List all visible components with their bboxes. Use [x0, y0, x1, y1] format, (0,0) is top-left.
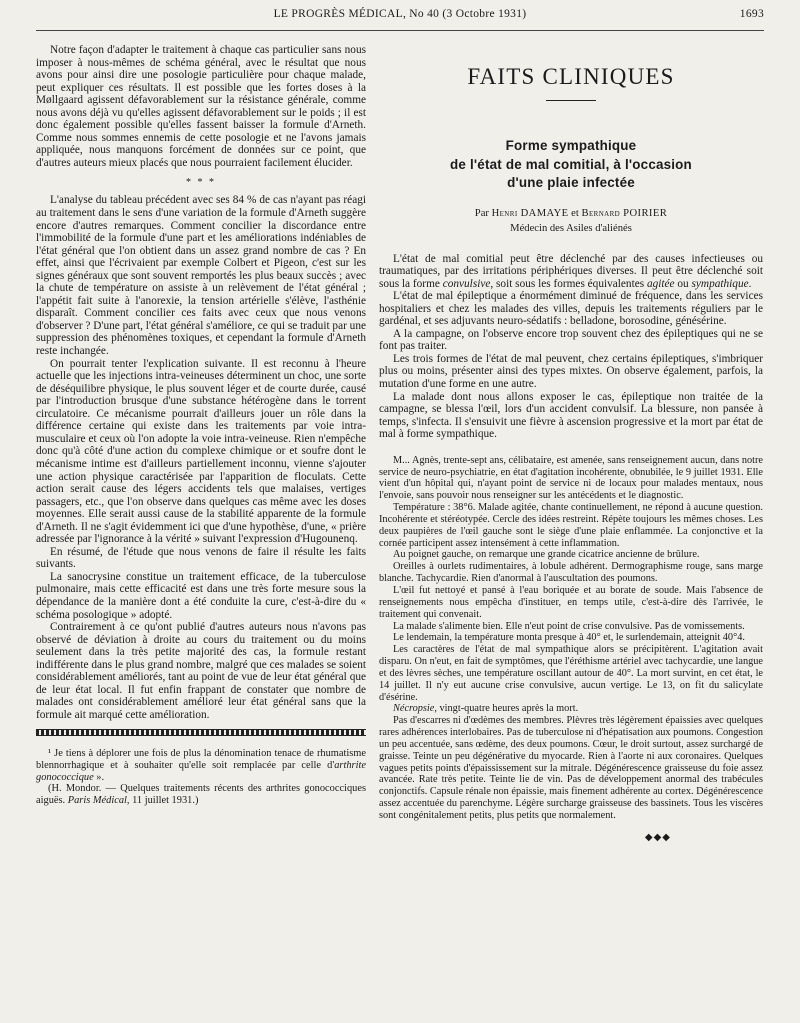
- section-title: FAITS CLINIQUES: [467, 64, 675, 89]
- case-paragraph-7: Le lendemain, la température monta presque à 40° et, le surlendemain, atteignit 40°4.: [393, 632, 745, 644]
- case-paragraph-4: Oreilles à ourlets rudimentaires, à lobule adhérent. Dermographisme rouge, sans marge blanche. Tachycardie. Rien d'anormal à l'auscultation des poumons.: [379, 561, 763, 585]
- case-paragraph-6: La malade s'alimente bien. Elle n'eut point de crise convulsive. Pas de vomissements.: [393, 620, 745, 632]
- case-paragraph-8: Les caractères de l'état de mal sympathique alors se précipitèrent. L'agitation avait disparu. On n'eut, en fait de symptômes, que l'éréthisme artériel avec tachycardie, une langue et des lèvres sèches, une température oscillant autour de 40°. La mort survint, en cet état, le 14 juillet. Il n'y eut aucune crise convulsive, aucun vertige. Le 13, on fit du salicylate d'ésérine.: [379, 644, 763, 703]
- intro-paragraph-4: Les trois formes de l'état de mal peuvent, chez certains épileptiques, s'imbriquer plus ou moins, présenter ainsi des types mixtes. On observe également, parfois, la mutation d'une forme en une autre.: [379, 352, 763, 390]
- left-paragraph-6: Contrairement à ce qu'ont publié d'autres auteurs nous n'avons pas observé de déviation à droite au cours du traitement ou du moins seulement dans la très petite majorité des cas, la formule restant indifférente dans le plus grand nombre, malgré que ces malades se soient considérablement améliorés, tant au point de vue de leur état général que de leur état local. Il fut enfin frappant de constater que nombre de malades ont considérablement amélioré leur état général sans que la formule ait marqué cette amélioration.: [36, 621, 366, 721]
- author-name: Bernard POIRIER: [581, 207, 668, 219]
- intro-paragraph-3: A la campagne, on l'observe encore trop souvent chez des épileptiques qui ne se font pas traiter.: [379, 327, 763, 353]
- case-paragraph-9: Nécropsie, vingt-quatre heures après la mort.: [393, 703, 579, 715]
- journal-running-title: LE PROGRÈS MÉDICAL, No 40 (3 Octobre 1931): [273, 8, 527, 20]
- author-affiliation: Médecin des Asiles d'aliénés: [510, 222, 632, 234]
- footnote-1: ¹ Je tiens à déplorer une fois de plus la dénomination tenace de rhumatisme blennorrhagique et à souhaiter qu'elle soit remplacée par celle d'arthrite gonococcique ».: [36, 748, 366, 783]
- case-paragraph-5: L'œil fut nettoyé et pansé à l'eau boriquée et au borate de soude. Mais l'absence de renseignements nous empêcha d'instituer, en temps utile, c'est-à-dire dès l'arrivée, le traitement qui convenait.: [379, 584, 763, 620]
- left-paragraph-3: On pourrait tenter l'explication suivante. Il est reconnu à l'heure actuelle que les injections intra-veineuses déterminent un choc, une sorte de déséquilibre physique, le plus souvent léger et de courte durée, causé par l'introduction brusque d'une substance hétérogène dans le torrent circulatoire. Ce mécanisme pourrait d'ailleurs jouer un rôle dans la différence certaine qui existe dans les traitements par voie intra-musculaire et ceux où l'on adopte la voie intra-veineuse. Rien n'empêche donc qu'à côté d'une action du complexe chimique or et soufre dont le mécanisme intime est d'ailleurs partiellement inconnu, vienne s'ajouter une action physique caractérisée par l'apparition de floculats. Cette action serait cause des légers accidents tels que malaises, vertiges passagers, etc., que l'on observe dans quelques cas même avec les doses moyennes. Elle serait aussi cause de la stabilité apparente de la formule d'Arneth. Il ne s'agit évidemment ici que d'une hypothèse, d'une, « prière adressée par l'ignorance à la vérité » suivant l'expression d'Hugounenq.: [36, 357, 366, 546]
- case-paragraph-10: Pas d'escarres ni d'œdèmes des membres. Plèvres très légèrement épaissies avec quelques rares adhérences interlobaires. Pas de tuberculose ni d'hépatisation aux poumons. Congestion un peu accentuée, sans œdème, des deux poumons. Cœur, le droit surtout, assez surchargé de graisse. Teinte un peu dégénérative du myocarde. Rien à l'aorte ni aux coronaires. Quelques vagues petits points d'épaississement sur la mitrale. Dégénérescence graisseuse du foie assez avancée. Rate très petite. Teinte lie de vin. Pas de développement anormal des trabécules conjonctifs. Capsule rénale non épaissie, mais finement adhérente au cortex. Dégénérescence assez accentuée du parenchyme. Légère surcharge graisseuse des bassinets. Tous les viscères sont congénitalement petits, plus petits que normalement.: [379, 715, 763, 822]
- left-column: [36, 44, 366, 806]
- left-paragraph-4: En résumé, de l'étude que nous venons de faire il résulte les faits suivants.: [36, 545, 366, 571]
- section-title-rule: [546, 100, 596, 101]
- left-paragraph-2: L'analyse du tableau précédent avec ses 84 % de cas n'ayant pas réagi au traitement dans le sens d'une variation de la formule d'Arneth suggère encore d'autres remarques. Comment concilier la discordance entre l'immobilité de la formule d'une part et les améliorations indéniables de l'état général que l'on obtient dans un assez grand nombre de cas ? En effet, ainsi que l'écrivaient par exemple Colbert et Pigeon, c'est sur les signes généraux que sont souvent remportés les plus beaux succès ; avec la chute de température on assiste à un relèvement de l'état général ; l'appétit fait suite à l'anorexie, la tension artérielle s'élève, l'asthénie disparaît. Comment concilier ces faits avec ceux que nous venons d'observer ? D'une part, l'état général s'améliore, ce qui se traduit par une suppression des phénomènes toxiques, et cependant la formule d'Arneth reste inchangée.: [36, 194, 366, 358]
- case-paragraph-2: Température : 38°6. Malade agitée, chante continuellement, ne répond à aucune question. Incohérente et stéréotypée. Cercle des idées restreint. Répète toujours les mêmes choses. Les deux paupières de l'œil gauche sont le siège d'une plaie enflammée. La conjonctive et la cornée participent assez intensément à cette inflammation.: [379, 502, 763, 549]
- article-title: Forme sympathique de l'état de mal comitial, à l'occasion d'une plaie infectée: [450, 138, 692, 190]
- case-paragraph-1: M... Agnès, trente-sept ans, célibataire, est amenée, sans renseignement aucun, dans notre service de neuro-psychiatrie, en état d'agitation incohérente, obnubilée, le 9 juillet 1931. Elle vient d'un hôpital qui, n'ayant point de service ni de locaux pour malades mentaux, nous l'envoie, sans pouvoir nous renseigner sur les antécédents et le diagnostic.: [379, 454, 763, 502]
- case-paragraph-3: Au poignet gauche, on remarque une grande cicatrice ancienne de brûlure.: [393, 549, 700, 561]
- footnote-citation: (H. Mondor. — Quelques traitements récents des arthrites gonococciques aiguës. Paris Médical, 11 juillet 1931.): [36, 783, 366, 806]
- intro-paragraph-5: La malade dont nous allons exposer le cas, épileptique non traitée de la campagne, se blessa l'œil, lors d'un accident convulsif. La blessure, non pansée à temps, s'infecta. Il s'ensuivit une fièvre à ascension progressive et la mort par état de mal à forme sympathique.: [379, 390, 763, 441]
- page-number: 1693: [739, 8, 764, 20]
- author-name: Henri DAMAYE: [491, 207, 569, 219]
- end-ornament: ◆◆◆: [644, 831, 671, 843]
- intro-paragraph-2: L'état de mal épileptique a énormément diminué de fréquence, dans les services hospitaliers et chez les malades des villes, depuis les traitements réguliers par le gardénal, et ses adjuvants neuro-sédatifs : belladone, borosodine, génésérine.: [379, 290, 763, 328]
- intro-paragraph-1: L'état de mal comitial peut être déclenché par des causes infectieuses ou traumatiques, par des irritations périphériques diverses. Il peut être déclenché soit sous la forme convulsive, soit sous les formes équivalentes agitée ou sympathique.: [379, 252, 763, 290]
- article-byline: Par Henri DAMAYE et Bernard POIRIER: [474, 207, 668, 219]
- decorative-rule: [36, 729, 366, 736]
- left-paragraph-1: Notre façon d'adapter le traitement à chaque cas particulier sans nous imposer à nous-mêmes de schéma général, avec le résultat que nous avons pour ainsi dire une posologie particulière pour chaque malade, peut expliquer ces résultats. Il est possible que les fortes doses à la Møllgaard agissent défavorablement sur la résistance générale, comme nous avons déjà vu qu'elles agissent défavorablement sur le poids ; il est donc également possible qu'elles fassent baisser la formule d'Arneth. Comme nous sommes ennemis de cette posologie et ne l'avons jamais appliquée, nous manquons forcément de données sur ce point, que d'autres auteurs mieux placés que nous pourraient facilement élucider.: [36, 44, 366, 169]
- section-asterism: * * *: [186, 177, 216, 189]
- left-paragraph-5: La sanocrysine constitue un traitement efficace, de la tuberculose pulmonaire, mais cette efficacité est dans une très forte mesure sous la dépendance de la manière dont a été conduite la cure, c'est-à-dire du « schéma posologique » adopté.: [36, 570, 366, 621]
- header-rule: [36, 30, 764, 31]
- right-column: [379, 44, 763, 843]
